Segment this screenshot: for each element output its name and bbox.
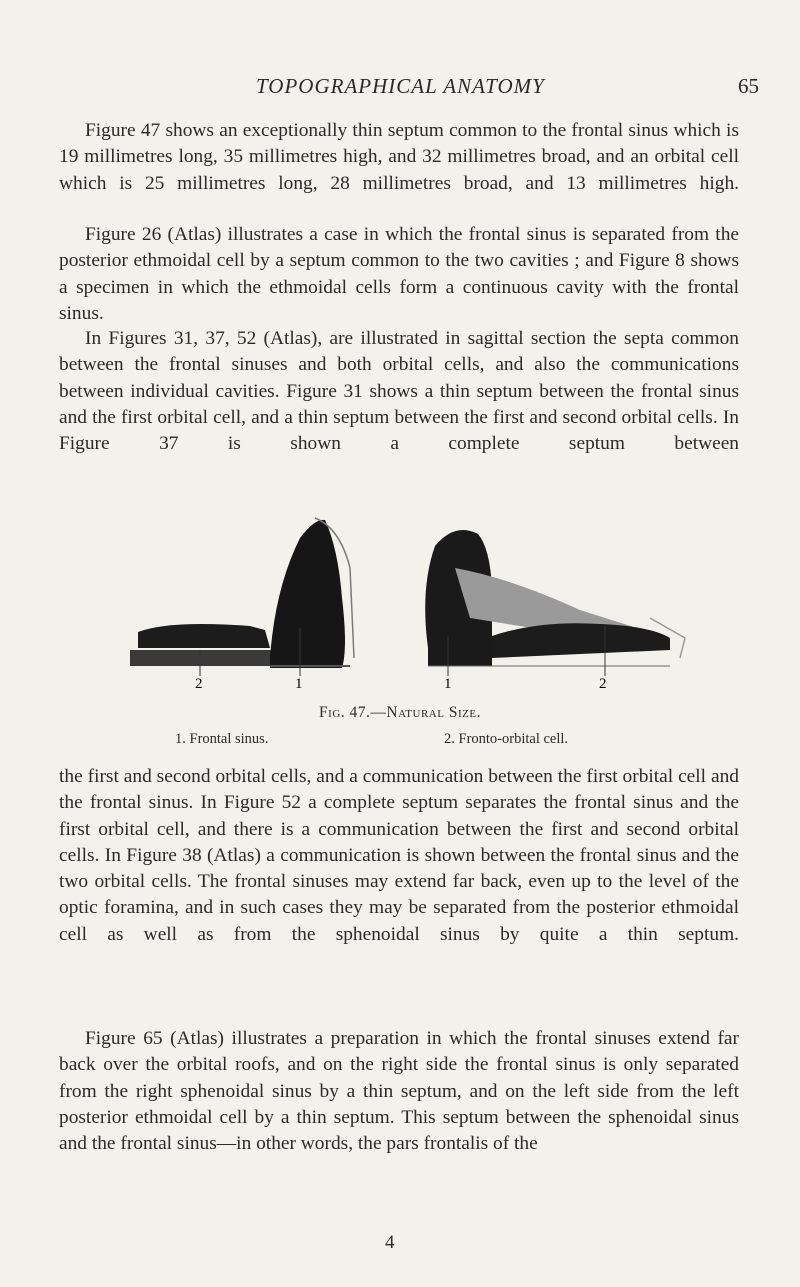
running-title: TOPOGRAPHICAL ANATOMY bbox=[256, 74, 545, 98]
right-specimen bbox=[425, 530, 685, 676]
specimen-drawing bbox=[110, 508, 690, 688]
paragraph-1: Figure 47 shows an exceptionally thin septum common to the frontal sinus which is 19 millimetres long, 35 millimetres high, and 32 millimetres broad, and an orbital cell which is 25 millimetres long, 28 millimetres broad, and 13 millimetres high. bbox=[59, 120, 739, 194]
page-number: 65 bbox=[738, 74, 759, 98]
label-2-right: 2 bbox=[599, 676, 607, 688]
legend-frontal-sinus: 1. Frontal sinus. bbox=[175, 731, 269, 747]
figure-title: —Natural Size. bbox=[370, 704, 481, 721]
paragraph-2: Figure 26 (Atlas) illustrates a case in which the frontal sinus is separated from the posterior ethmoidal cell by a septum common to the two cavities ; and Figure 8 shows a specimen in which the ethmoidal cells form a continuous cavity with the frontal sinus. bbox=[59, 224, 739, 324]
paragraph-5: Figure 65 (Atlas) illustrates a preparation in which the frontal sinuses extend far back over the orbital roofs, and on the right side the frontal sinus is only separated from the right sphenoidal sinus by a thin septum, and on the left side from the left posterior ethmoidal cell by a thin septum. This septum between the sphenoidal sinus and the frontal sinus—in other words, the pars frontalis of the bbox=[59, 1028, 739, 1155]
label-1-right: 1 bbox=[444, 676, 452, 688]
label-1-left: 1 bbox=[295, 676, 303, 688]
running-head bbox=[0, 74, 800, 104]
paragraph-3: In Figures 31, 37, 52 (Atlas), are illustrated in sagittal section the septa common between the frontal sinuses and both orbital cells, and also the communications between individual cavities. Figure 31 shows a thin septum between the frontal sinus and the first orbital cell, and a thin septum between the first and second orbital cells. In Figure 37 is shown a complete septum between bbox=[59, 328, 739, 455]
paragraph-4: the first and second orbital cells, and a communication between the first orbital cell and the frontal sinus. In Figure 52 a complete septum separates the frontal sinus and the first orbital cell, and there is a communication between the first and second orbital cells. In Figure 38 (Atlas) a communication is shown between the frontal sinus and the two orbital cells. The frontal sinuses may extend far back, even up to the level of the optic foramina, and in such cases they may be separated from the posterior ethmoidal cell as well as from the sphenoidal sinus by quite a thin septum. bbox=[59, 766, 739, 945]
signature-mark: 4 bbox=[385, 1232, 395, 1253]
left-specimen bbox=[130, 518, 354, 676]
legend-fronto-orbital-cell: 2. Fronto-orbital cell. bbox=[444, 731, 569, 747]
label-2-left: 2 bbox=[195, 676, 203, 688]
figure-47-illustration bbox=[110, 508, 690, 688]
figure-caption bbox=[0, 704, 800, 722]
figure-number: Fig. 47. bbox=[319, 704, 371, 721]
